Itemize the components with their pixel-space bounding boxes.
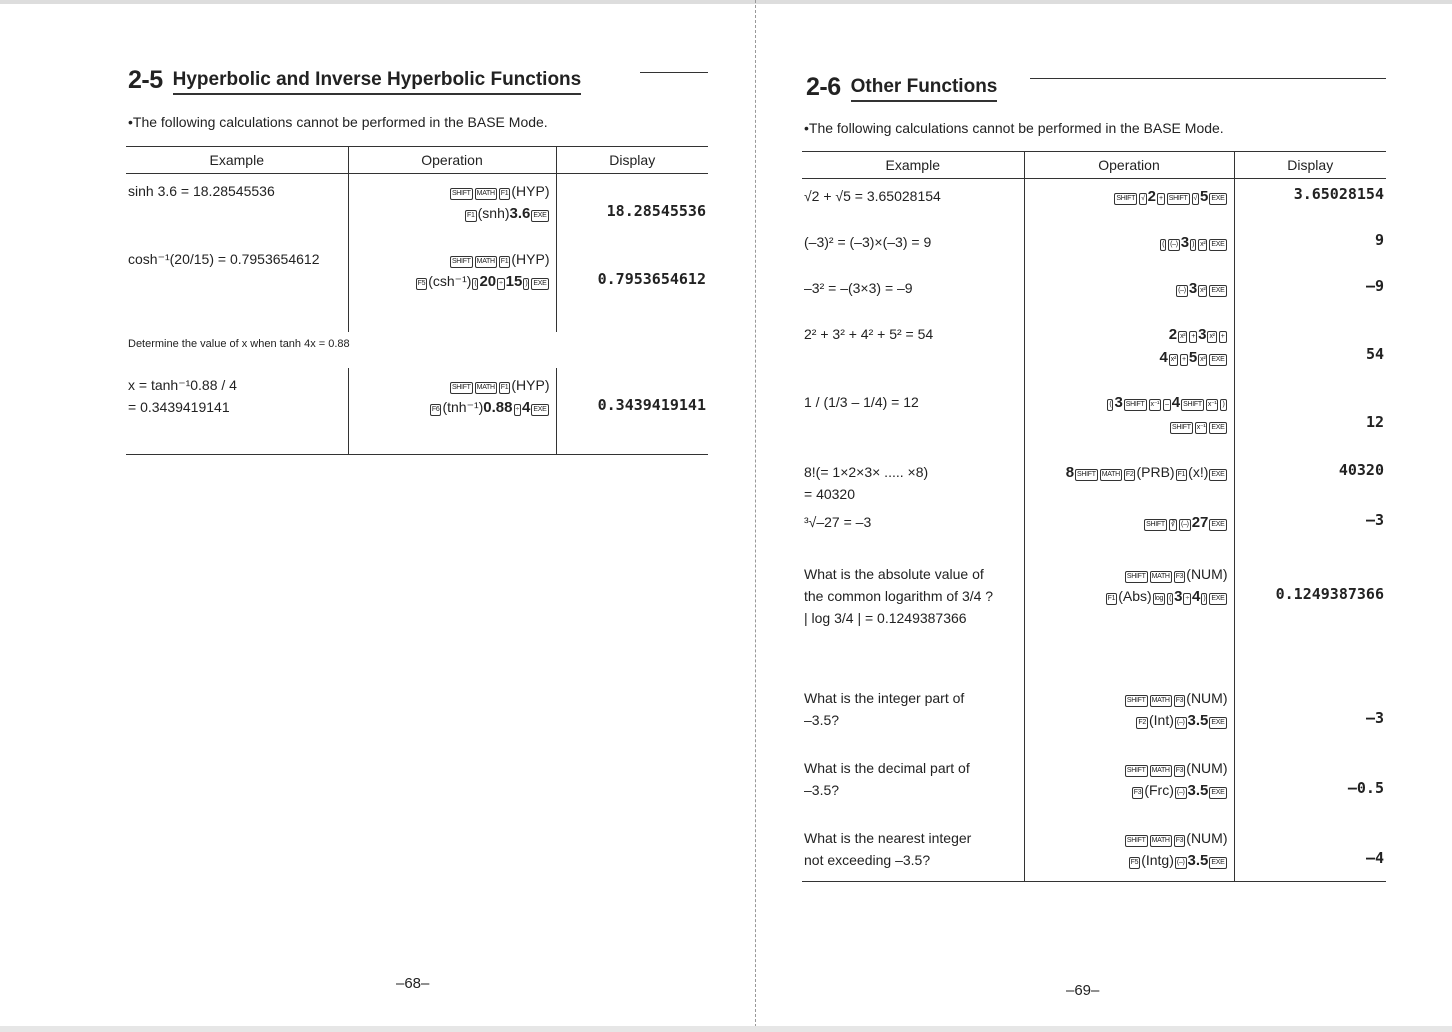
- table-row: [802, 455, 1386, 505]
- table-body: [126, 174, 708, 455]
- key-button: (: [472, 278, 478, 290]
- section-title: Other Functions: [851, 76, 998, 102]
- key-button: EXE: [531, 404, 548, 416]
- key-button: SHIFT: [1170, 422, 1193, 434]
- key-button: EXE: [1209, 285, 1226, 297]
- key-button: EXE: [531, 278, 548, 290]
- operation-line: [1025, 849, 1228, 872]
- key-button: (–): [1175, 717, 1187, 729]
- display-cell: –3: [1234, 681, 1386, 751]
- header-display: Display: [1234, 152, 1386, 179]
- header-operation: Operation: [1024, 152, 1234, 179]
- function-label: (Int): [1148, 712, 1174, 728]
- function-label: (HYP): [511, 183, 550, 199]
- key-button: MATH: [1150, 571, 1172, 583]
- key-button: SHIFT: [1125, 695, 1148, 707]
- key-button: SHIFT: [1075, 469, 1098, 481]
- example-line: –3² = –(3×3) = –9: [804, 280, 913, 296]
- example-cell: [802, 179, 1024, 226]
- display-cell: 3.65028154: [1234, 179, 1386, 226]
- example-cell: [802, 271, 1024, 317]
- key-button: EXE: [1209, 354, 1226, 366]
- calculation-table: [126, 146, 708, 455]
- input-digits: 3.6: [509, 205, 531, 222]
- key-button: MATH: [1100, 469, 1122, 481]
- example-cell: [802, 751, 1024, 821]
- key-button: F3: [1174, 695, 1186, 707]
- base-mode-note: •The following calculations cannot be performed in the BASE Mode.: [128, 114, 548, 130]
- display-cell: 40320: [1234, 455, 1386, 505]
- input-digits: 20: [479, 273, 497, 290]
- key-button: ÷: [1183, 593, 1191, 605]
- key-button: F3: [1174, 765, 1186, 777]
- key-button: SHIFT: [1124, 399, 1147, 411]
- section-heading: [806, 73, 997, 102]
- function-label: (x!): [1188, 464, 1209, 480]
- table-row: [802, 751, 1386, 821]
- key-button: (: [1160, 239, 1166, 251]
- key-button: ): [1190, 239, 1196, 251]
- operation-line: [349, 202, 550, 225]
- display-cell: –9: [1234, 271, 1386, 317]
- key-button: F1: [499, 382, 511, 394]
- key-button: EXE: [1209, 519, 1226, 531]
- operation-line: [1025, 511, 1228, 534]
- key-button: F3: [1174, 835, 1186, 847]
- condition-note: Determine the value of x when tanh 4x = 0.88: [128, 338, 350, 350]
- input-digits: 3: [1114, 394, 1123, 411]
- key-button: x²: [1198, 285, 1207, 297]
- table-row: [802, 317, 1386, 385]
- key-button: SHIFT: [1125, 835, 1148, 847]
- display-cell: 54: [1234, 317, 1386, 385]
- example-cell: [126, 368, 348, 455]
- key-button: x⁻¹: [1206, 399, 1219, 411]
- operation-line: [1025, 414, 1228, 436]
- operation-line: [349, 180, 550, 202]
- example-cell: [802, 317, 1024, 385]
- key-button: (–): [1168, 239, 1180, 251]
- header-display: Display: [556, 147, 708, 174]
- base-mode-note: •The following calculations cannot be performed in the BASE Mode.: [804, 120, 1224, 136]
- example-line: √2 + √5 = 3.65028154: [804, 188, 941, 204]
- key-button: ÷: [514, 404, 522, 416]
- function-label: (tnh⁻¹): [442, 399, 484, 415]
- function-label: (NUM): [1186, 690, 1228, 706]
- table-row: [802, 225, 1386, 271]
- key-button: EXE: [1209, 717, 1226, 729]
- input-digits: 4: [1159, 349, 1168, 366]
- table-body: [802, 179, 1386, 882]
- example-cell: [802, 557, 1024, 681]
- key-button: F6: [430, 404, 442, 416]
- key-button: SHIFT: [1181, 399, 1204, 411]
- input-digits: 0.88: [483, 399, 513, 416]
- key-button: +: [1219, 331, 1227, 343]
- key-button: F2: [1136, 717, 1148, 729]
- operation-line: [1025, 757, 1228, 779]
- function-label: (csh⁻¹): [428, 273, 472, 289]
- table-row: [126, 242, 708, 332]
- input-digits: 3: [1198, 326, 1207, 343]
- operation-cell: [1024, 505, 1234, 557]
- example-line: x = tanh⁻¹0.88 / 4: [128, 377, 237, 393]
- operation-line: [1025, 391, 1228, 414]
- key-button: EXE: [1209, 193, 1226, 205]
- table-row: [126, 174, 708, 243]
- table-row: [802, 271, 1386, 317]
- example-line: 1 / (1/3 – 1/4) = 12: [804, 394, 919, 410]
- example-cell: [126, 242, 348, 332]
- key-button: SHIFT: [450, 188, 473, 200]
- function-label: (Abs): [1118, 588, 1152, 604]
- key-button: F1: [499, 188, 511, 200]
- display-cell: 0.1249387366: [1234, 557, 1386, 681]
- page-number: –68–: [396, 975, 430, 992]
- example-cell: [126, 174, 348, 243]
- example-cell: [802, 681, 1024, 751]
- key-button: F1: [465, 210, 477, 222]
- key-button: x²: [1207, 331, 1216, 343]
- table-row: [802, 681, 1386, 751]
- display-cell: 18.28545536: [556, 174, 708, 243]
- input-digits: 27: [1191, 514, 1209, 531]
- key-button: +: [1180, 354, 1188, 366]
- input-digits: 8: [1065, 464, 1075, 481]
- example-cell: [802, 455, 1024, 505]
- input-digits: 3: [1180, 234, 1190, 251]
- key-button: F1: [1106, 593, 1118, 605]
- example-line: not exceeding –3.5?: [804, 852, 931, 868]
- key-button: EXE: [1209, 857, 1226, 869]
- section-title: Hyperbolic and Inverse Hyperbolic Functions: [173, 69, 582, 95]
- operation-line: [349, 396, 550, 419]
- operation-cell: [1024, 179, 1234, 226]
- example-line: What is the absolute value of: [804, 566, 984, 582]
- key-button: EXE: [1209, 469, 1226, 481]
- key-button: x²: [1178, 331, 1187, 343]
- example-line: 8!(= 1×2×3× ..... ×8): [804, 464, 929, 480]
- key-button: F1: [499, 256, 511, 268]
- operation-line: [1025, 185, 1228, 208]
- function-label: (NUM): [1186, 566, 1228, 582]
- example-cell: [802, 385, 1024, 455]
- key-button: MATH: [475, 256, 497, 268]
- operation-cell: [1024, 225, 1234, 271]
- calculation-table: [802, 151, 1386, 882]
- function-label: (Frc): [1144, 782, 1174, 798]
- example-line: What is the integer part of: [804, 690, 965, 706]
- key-button: x⁻¹: [1195, 422, 1208, 434]
- input-digits: 4: [1171, 394, 1181, 411]
- operation-cell: [348, 242, 556, 332]
- heading-rule: [1030, 78, 1386, 79]
- key-button: ): [1220, 399, 1226, 411]
- key-button: SHIFT: [450, 256, 473, 268]
- table-row: [126, 332, 708, 368]
- operation-line: [1025, 461, 1228, 484]
- example-line: 2² + 3² + 4² + 5² = 54: [804, 326, 934, 342]
- key-button: F3: [1132, 787, 1144, 799]
- key-button: EXE: [1209, 422, 1226, 434]
- key-button: EXE: [1209, 593, 1226, 605]
- input-digits: 5: [1200, 188, 1209, 205]
- key-button: MATH: [1150, 695, 1172, 707]
- key-button: ): [523, 278, 529, 290]
- example-line: –3.5?: [804, 782, 840, 798]
- example-line: | log 3/4 | = 0.1249387366: [804, 610, 967, 626]
- key-button: x²: [1198, 354, 1207, 366]
- key-button: log: [1153, 593, 1165, 605]
- key-button: x⁻¹: [1149, 399, 1162, 411]
- operation-line: [1025, 779, 1228, 802]
- display-cell: 0.3439419141: [556, 368, 708, 455]
- key-button: –: [1163, 399, 1171, 411]
- example-line: cosh⁻¹(20/15) = 0.7953654612: [128, 251, 320, 267]
- operation-line: [349, 270, 550, 293]
- display-cell: 12: [1234, 385, 1386, 455]
- operation-cell: [1024, 317, 1234, 385]
- header-example: Example: [126, 147, 348, 174]
- operation-line: [1025, 346, 1228, 369]
- input-digits: 3.5: [1187, 782, 1209, 799]
- example-line: = 0.3439419141: [128, 399, 230, 415]
- example-cell: [802, 505, 1024, 557]
- key-button: MATH: [1150, 835, 1172, 847]
- example-cell: [802, 225, 1024, 271]
- operation-cell: [348, 368, 556, 455]
- operation-cell: [348, 174, 556, 243]
- key-button: SHIFT: [1114, 193, 1137, 205]
- example-cell: [802, 821, 1024, 882]
- display-cell: –0.5: [1234, 751, 1386, 821]
- key-button: MATH: [475, 382, 497, 394]
- input-digits: 3: [1174, 588, 1183, 605]
- input-digits: 15: [505, 273, 523, 290]
- input-digits: 4: [522, 399, 531, 416]
- key-button: (–): [1176, 285, 1188, 297]
- example-line: (–3)² = (–3)×(–3) = 9: [804, 234, 932, 250]
- key-button: EXE: [531, 210, 548, 222]
- operation-line: [1025, 585, 1228, 608]
- key-button: √: [1139, 193, 1147, 205]
- key-button: F2: [1124, 469, 1136, 481]
- example-line: What is the decimal part of: [804, 760, 970, 776]
- operation-cell: [1024, 455, 1234, 505]
- input-digits: 5: [1188, 349, 1198, 366]
- example-line: ³√–27 = –3: [804, 514, 872, 530]
- key-button: SHIFT: [1167, 193, 1190, 205]
- input-digits: 2: [1168, 326, 1178, 343]
- example-line: = 40320: [804, 486, 855, 502]
- key-button: EXE: [1209, 239, 1226, 251]
- function-label: (HYP): [511, 251, 550, 267]
- operation-cell: [1024, 751, 1234, 821]
- operation-line: [1025, 323, 1228, 346]
- operation-line: [1025, 563, 1228, 585]
- key-button: F3: [1174, 571, 1186, 583]
- example-line: What is the nearest integer: [804, 830, 972, 846]
- function-label: (NUM): [1186, 830, 1228, 846]
- section-heading: [128, 66, 581, 95]
- key-button: F1: [1176, 469, 1188, 481]
- example-line: the common logarithm of 3/4 ?: [804, 588, 994, 604]
- function-label: (Intg): [1141, 852, 1174, 868]
- book-spine: [755, 0, 756, 1032]
- page-number: –69–: [1066, 982, 1100, 999]
- section-number: 2-6: [806, 73, 841, 101]
- key-button: SHIFT: [1125, 571, 1148, 583]
- operation-cell: [1024, 385, 1234, 455]
- header-operation: Operation: [348, 147, 556, 174]
- table-row: [802, 505, 1386, 557]
- input-digits: 3.5: [1187, 712, 1209, 729]
- key-button: ): [1201, 593, 1207, 605]
- operation-cell: [1024, 821, 1234, 882]
- key-button: F5: [416, 278, 428, 290]
- operation-cell: [1024, 681, 1234, 751]
- function-label: (HYP): [511, 377, 550, 393]
- key-button: x²: [1198, 239, 1207, 251]
- function-label: (PRB): [1136, 464, 1175, 480]
- table-row: [802, 179, 1386, 226]
- header-example: Example: [802, 152, 1024, 179]
- table-row: [802, 821, 1386, 882]
- table-row: [126, 368, 708, 455]
- key-button: F5: [1129, 857, 1141, 869]
- operation-line: [1025, 827, 1228, 849]
- section-number: 2-5: [128, 66, 163, 94]
- key-button: SHIFT: [450, 382, 473, 394]
- operation-line: [349, 374, 550, 396]
- operation-line: [1025, 277, 1228, 300]
- display-cell: 0.7953654612: [556, 242, 708, 332]
- operation-cell: [1024, 271, 1234, 317]
- operation-line: [1025, 687, 1228, 709]
- function-label: (snh): [477, 205, 510, 221]
- key-button: (–): [1175, 787, 1187, 799]
- table-header-row: [126, 147, 708, 174]
- operation-line: [1025, 709, 1228, 732]
- input-digits: 4: [1192, 588, 1201, 605]
- table-row: [802, 385, 1386, 455]
- key-button: (–): [1179, 519, 1191, 531]
- key-button: +: [1157, 193, 1165, 205]
- key-button: +: [1189, 331, 1197, 343]
- input-digits: 3.5: [1187, 852, 1209, 869]
- table-row: [802, 557, 1386, 681]
- key-button: SHIFT: [1125, 765, 1148, 777]
- display-cell: –3: [1234, 505, 1386, 557]
- input-digits: 2: [1147, 188, 1156, 205]
- operation-line: [349, 248, 550, 270]
- key-button: ÷: [497, 278, 505, 290]
- key-button: EXE: [1209, 787, 1226, 799]
- operation-cell: [1024, 557, 1234, 681]
- display-cell: 9: [1234, 225, 1386, 271]
- key-button: (: [1167, 593, 1173, 605]
- heading-rule: [640, 72, 708, 73]
- input-digits: 3: [1188, 280, 1198, 297]
- key-button: MATH: [1150, 765, 1172, 777]
- key-button: MATH: [475, 188, 497, 200]
- key-button: x²: [1169, 354, 1178, 366]
- example-line: sinh 3.6 = 18.28545536: [128, 183, 275, 199]
- operation-line: [1025, 231, 1228, 254]
- display-cell: –4: [1234, 821, 1386, 882]
- example-line: –3.5?: [804, 712, 840, 728]
- key-button: √: [1192, 193, 1200, 205]
- key-button: (: [1107, 399, 1113, 411]
- key-button: ∛: [1169, 519, 1177, 531]
- right-page: [770, 0, 1452, 1032]
- function-label: (NUM): [1186, 760, 1228, 776]
- table-header-row: [802, 152, 1386, 179]
- key-button: SHIFT: [1144, 519, 1167, 531]
- key-button: (–): [1175, 857, 1187, 869]
